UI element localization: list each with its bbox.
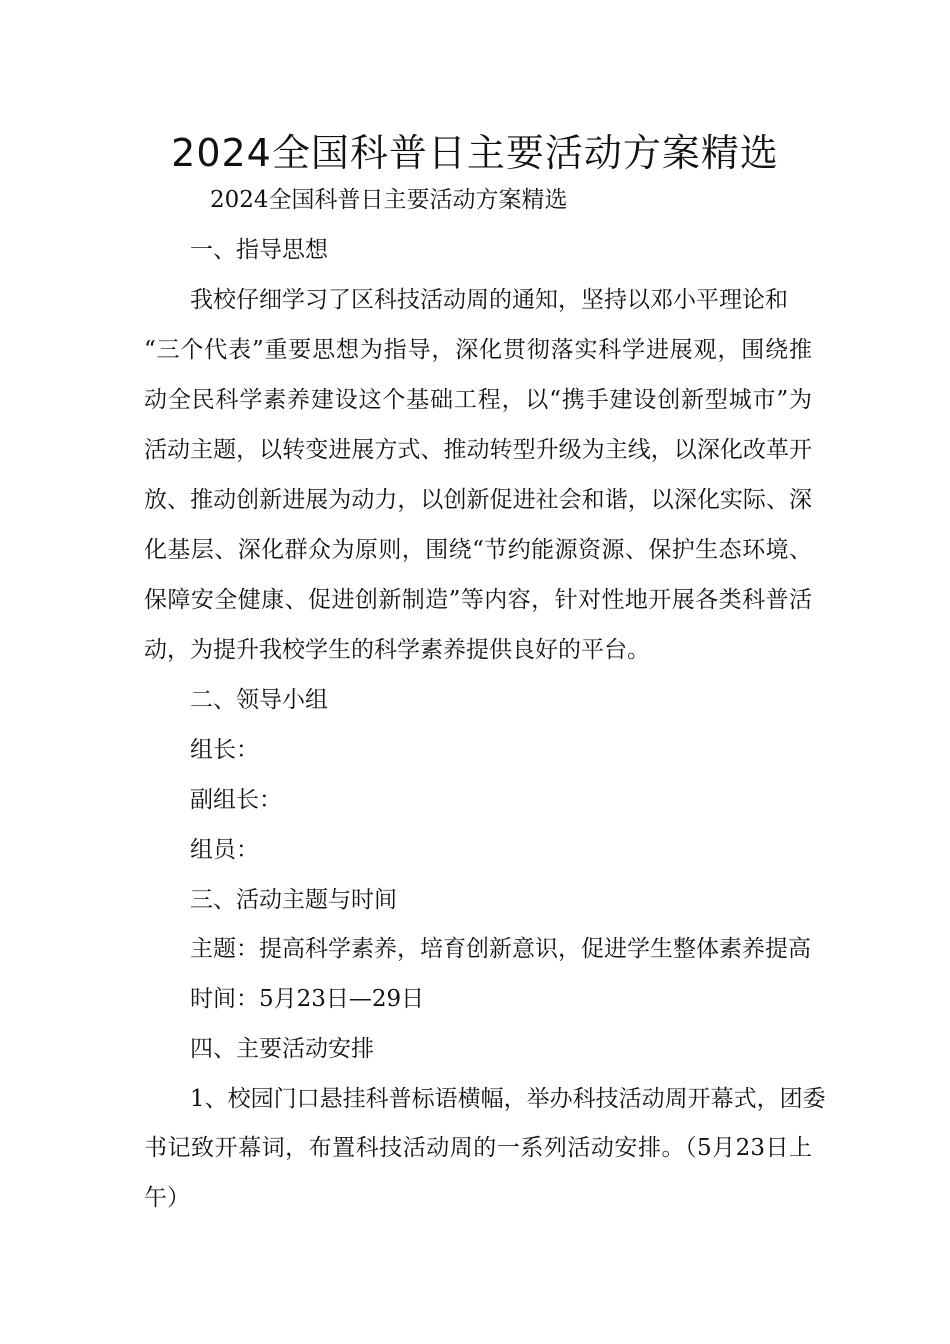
activity-item-line: 午） <box>144 1185 190 1211</box>
document-title: 2024全国科普日主要活动方案精选 <box>171 131 779 175</box>
section-heading-leadership-group: 二、领导小组 <box>190 687 328 713</box>
section-heading-main-activities: 四、主要活动安排 <box>190 1036 374 1062</box>
paragraph-line: 保障安全健康、促进创新制造”等内容，针对性地开展各类科普活 <box>144 587 812 613</box>
paragraph-line: “三个代表”重要思想为指导，深化贯彻落实科学进展观，围绕推 <box>144 337 812 363</box>
paragraph-line: 化基层、深化群众为原则，围绕“节约能源资源、保护生态环境、 <box>144 537 812 563</box>
leader-label: 组长： <box>190 737 259 763</box>
document-subtitle: 2024全国科普日主要活动方案精选 <box>210 187 568 213</box>
theme-line: 主题：提高科学素养，培育创新意识，促进学生整体素养提高 <box>190 936 811 962</box>
activity-item-line: 书记致开幕词，布置科技活动周的一系列活动安排。（5月23日上 <box>144 1135 812 1161</box>
section-heading-guiding-ideology: 一、指导思想 <box>190 237 328 263</box>
activity-item-line: 1、校园门口悬挂科普标语横幅，举办科技活动周开幕式，团委 <box>190 1086 826 1112</box>
section-heading-theme-and-time: 三、活动主题与时间 <box>190 887 397 913</box>
paragraph-line: 放、推动创新进展为动力，以创新促进社会和谐，以深化实际、深 <box>144 487 812 513</box>
paragraph-line: 动全民科学素养建设这个基础工程，以“携手建设创新型城市”为 <box>144 387 812 413</box>
paragraph-line: 活动主题，以转变进展方式、推动转型升级为主线，以深化改革开 <box>144 437 812 463</box>
members-label: 组员： <box>190 837 259 863</box>
paragraph-line: 我校仔细学习了区科技活动周的通知，坚持以邓小平理论和 <box>190 287 788 313</box>
deputy-leader-label: 副组长： <box>190 787 282 813</box>
paragraph-line: 动，为提升我校学生的科学素养提供良好的平台。 <box>144 637 650 663</box>
time-line: 时间：5月23日—29日 <box>190 986 425 1012</box>
